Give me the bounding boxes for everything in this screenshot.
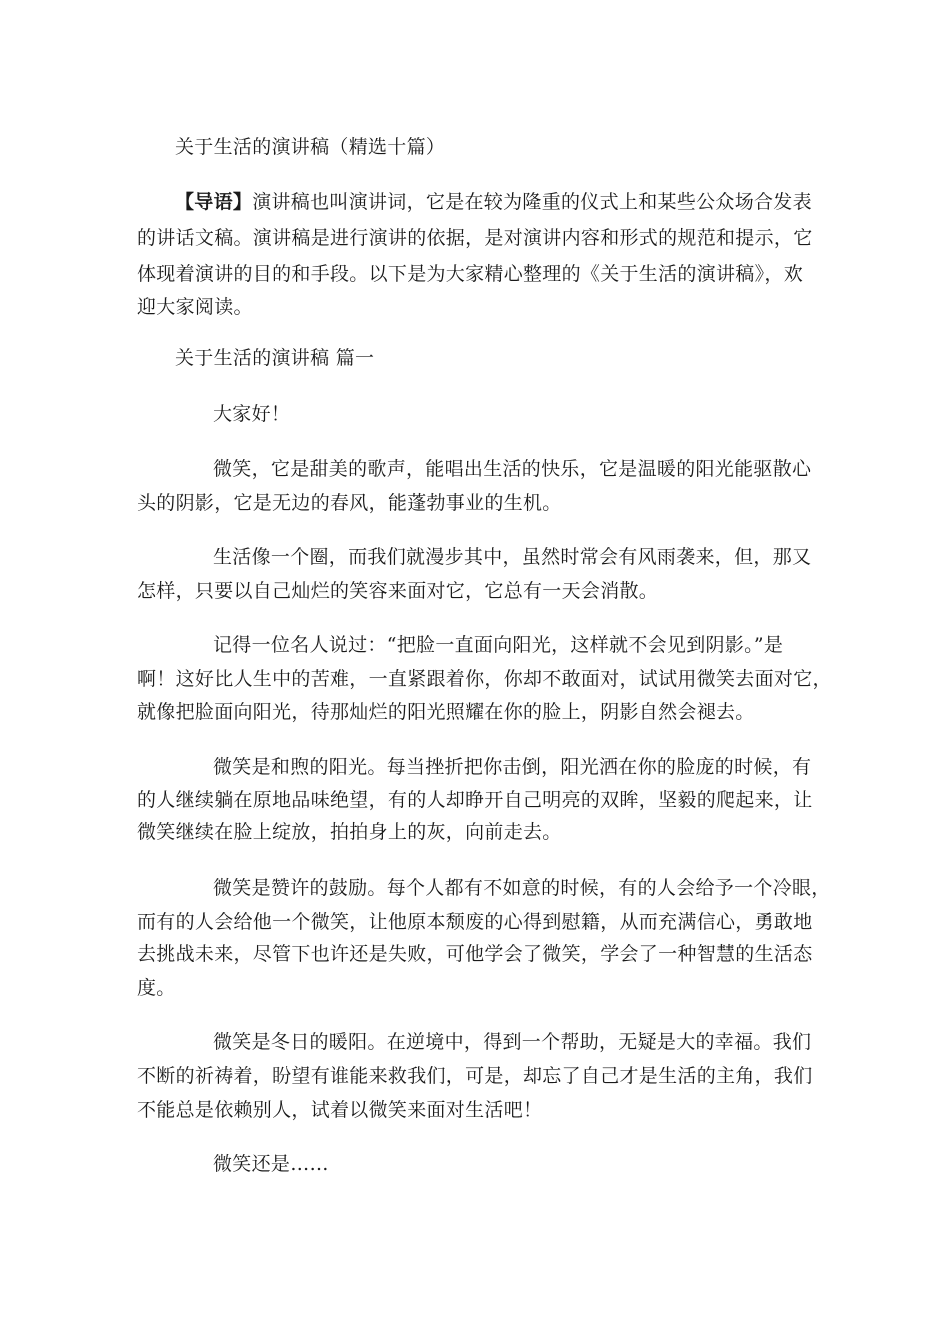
paragraph-line: 怎样，只要以自己灿烂的笑容来面对它，它总有一天会消散。: [137, 580, 659, 602]
paragraph-line: 微笑是赞许的鼓励。每个人都有不如意的时候，有的人会给予一个冷眼，: [213, 877, 831, 899]
paragraph-line: 生活像一个圈，而我们就漫步其中，虽然时常会有风雨袭来，但，那又: [213, 546, 812, 568]
greeting: 大家好！: [213, 403, 291, 425]
paragraph-line: 微笑继续在脸上绽放，拍拍身上的灰，向前走去。: [137, 821, 562, 843]
paragraph-line: 不能总是依赖别人，试着以微笑来面对生活吧！: [137, 1099, 543, 1121]
intro-label: 【导语】: [175, 191, 253, 213]
paragraph-line: 微笑还是……: [213, 1153, 329, 1175]
paragraph-line: 头的阴影，它是无边的春风，能蓬勃事业的生机。: [137, 492, 562, 514]
paragraph-line: 啊！这好比人生中的苦难，一直紧跟着你，你却不敢面对，试试用微笑去面对它，: [137, 668, 832, 690]
paragraph-line: 微笑是和煦的阳光。每当挫折把你击倒，阳光洒在你的脸庞的时候，有: [213, 756, 812, 778]
intro-line-1: [175, 190, 812, 214]
intro-line-2: 的讲话文稿。演讲稿是进行演讲的依据，是对演讲内容和形式的规范和提示，它: [137, 227, 813, 249]
section-heading: 关于生活的演讲稿 篇一: [175, 347, 375, 369]
intro-line-3: 体现着演讲的目的和手段。以下是为大家精心整理的《关于生活的演讲稿》，欢: [137, 263, 804, 285]
paragraph-line: 去挑战未来，尽管下也许还是失败，可他学会了微笑，学会了一种智慧的生活态: [137, 943, 813, 965]
intro-text: 演讲稿也叫演讲词，它是在较为隆重的仪式上和某些公众场合发表: [252, 191, 812, 213]
document-title: 关于生活的演讲稿（精选十篇）: [175, 136, 446, 158]
intro-line-4: 迎大家阅读。: [137, 296, 253, 318]
paragraph-line: 而有的人会给他一个微笑，让他原本颓废的心得到慰籍，从而充满信心，勇敢地: [137, 911, 813, 933]
paragraph-line: 的人继续躺在原地品味绝望，有的人却睁开自己明亮的双眸，坚毅的爬起来，让: [137, 789, 813, 811]
paragraph-line: 就像把脸面向阳光，待那灿烂的阳光照耀在你的脸上，阴影自然会褪去。: [137, 701, 755, 723]
paragraph-line: 记得一位名人说过：“把脸一直面向阳光，这样就不会见到阴影。”是: [213, 634, 784, 656]
paragraph-line: 度。: [137, 977, 176, 999]
paragraph-line: 微笑是冬日的暖阳。在逆境中，得到一个帮助，无疑是大的幸福。我们: [213, 1031, 812, 1053]
paragraph-line: 不断的祈祷着，盼望有谁能来救我们，可是，却忘了自己才是生活的主角，我们: [137, 1065, 813, 1087]
paragraph-line: 微笑，它是甜美的歌声，能唱出生活的快乐，它是温暖的阳光能驱散心: [213, 458, 812, 480]
